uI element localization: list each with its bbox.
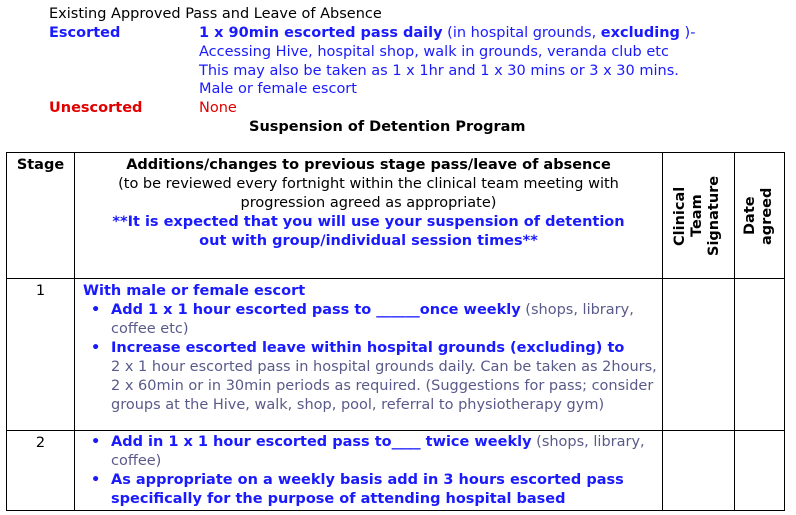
row2-date-cell[interactable]	[735, 431, 785, 511]
list-item: • Add in 1 x 1 hour escorted pass to____ twice weekly (shops, library, coffee)	[111, 433, 658, 471]
header-additions-note1: **It is expected that you will use your suspension of detention	[112, 214, 625, 230]
unescorted-value: None	[199, 100, 237, 116]
row2-bullet-list	[83, 433, 658, 509]
row1-date-cell[interactable]	[735, 279, 785, 431]
table-header-row	[7, 153, 785, 279]
header-stage-label: Stage	[16, 157, 65, 173]
row2-stage-value: 2	[35, 435, 46, 451]
table-row	[7, 279, 785, 431]
row2-stage	[7, 431, 75, 511]
escorted-label: Escorted	[49, 25, 121, 41]
header-additions-sub1: (to be reviewed every fortnight within the clinical team meeting with	[118, 176, 619, 192]
row1-signature-cell[interactable]	[663, 279, 735, 431]
program-title: Suspension of Detention Program	[249, 119, 526, 135]
list-item: • Increase escorted leave within hospital grounds (excluding) to 2 x 1 hour escorted pass in hospital grounds daily. Can be taken as 2hours, 2 x 60min or in 30min periods as required. (Suggestions for pass; consider groups at the Hive, walk, shop, pool, referral to physiotherapy gym)	[111, 339, 658, 415]
header-date	[735, 153, 785, 279]
escorted-line-2: Accessing Hive, hospital shop, walk in grounds, veranda club etc	[199, 44, 669, 60]
existing-pass-title: Existing Approved Pass and Leave of Absence	[49, 6, 382, 22]
escorted-paren-open: (in hospital grounds,	[442, 25, 601, 41]
escorted-main: 1 x 90min escorted pass daily	[199, 25, 443, 41]
escorted-paren-close: )-	[679, 25, 696, 41]
header-additions	[75, 153, 663, 279]
escorted-line-1	[199, 24, 695, 43]
unescorted-label: Unescorted	[49, 100, 143, 116]
row1-heading: With male or female escort	[83, 283, 306, 299]
list-item: • As appropriate on a weekly basis add in 3 hours escorted pass specifically for the purpose of attending hospital based	[111, 471, 658, 509]
table-row	[7, 431, 785, 511]
header-signature-label: Clinical Team Signature	[671, 175, 722, 256]
list-item: • Add 1 x 1 hour escorted pass to ______once weekly (shops, library, coffee etc)	[111, 301, 658, 339]
escorted-line-3: This may also be taken as 1 x 1hr and 1 x 30 mins or 3 x 30 mins.	[199, 63, 679, 79]
row1-bullet-list	[83, 301, 658, 415]
header-additions-note2: out with group/individual session times**	[199, 233, 538, 249]
header-date-label: Date agreed	[741, 186, 775, 245]
escorted-excluding: excluding	[600, 25, 680, 41]
header-stage	[7, 153, 75, 279]
escorted-line-4: Male or female escort	[199, 81, 357, 97]
stage-table	[6, 152, 785, 511]
row2-signature-cell[interactable]	[663, 431, 735, 511]
row1-stage	[7, 279, 75, 431]
header-additions-title: Additions/changes to previous stage pass/leave of absence	[126, 157, 611, 173]
row1-stage-value: 1	[35, 283, 46, 299]
row1-content	[75, 279, 663, 431]
header-signature	[663, 153, 735, 279]
header-additions-sub2: progression agreed as appropriate)	[240, 195, 497, 211]
row2-content	[75, 431, 663, 511]
